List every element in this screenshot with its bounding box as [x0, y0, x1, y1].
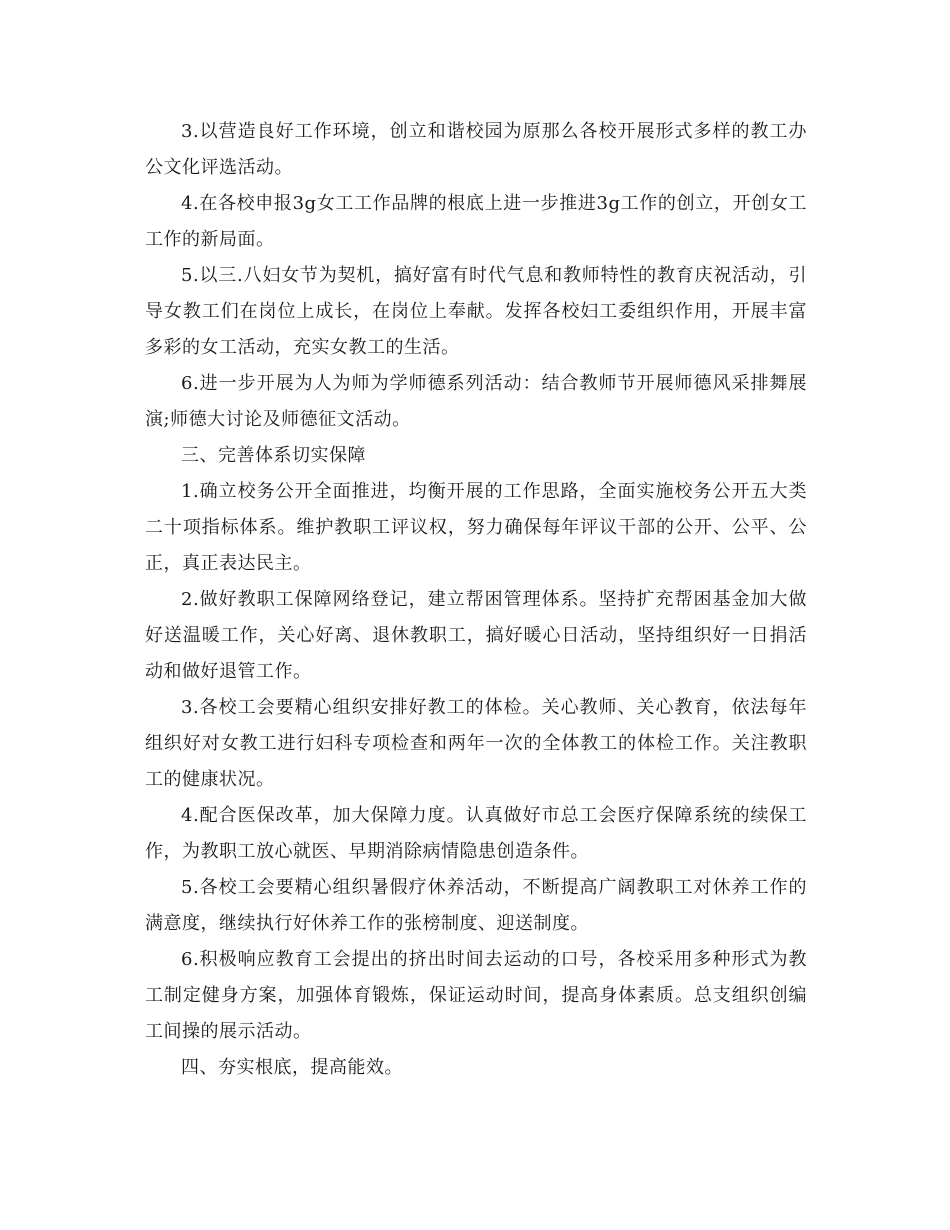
paragraph-item-6-fitness: 6.积极响应教育工会提出的挤出时间去运动的口号，各校采用多种形式为教工制定健身方案，加强体育锻炼，保证运动时间，提高身体素质。总支组织创编工间操的展示活动。	[145, 949, 807, 1042]
paragraph-item-4-3g-brand: 4.在各校申报3g女工工作品牌的根底上进一步推进3g工作的创立，开创女工工作的新局面。	[145, 193, 807, 250]
section-heading-4: 四、夯实根底，提高能效。	[181, 1057, 403, 1078]
paragraph-item-6-teacher-ethics: 6.进一步开展为人为师为学师德系列活动：结合教师节开展师德风采排舞展演;师德大讨论及师德征文活动。	[145, 373, 807, 430]
paragraph-item-3-health-check: 3.各校工会要精心组织安排好教工的体检。关心教师、关心教育，依法每年组织好对女教工进行妇科专项检查和两年一次的全体教工的体检工作。关注教职工的健康状况。	[145, 697, 807, 790]
paragraph-item-2-support-network: 2.做好教职工保障网络登记，建立帮困管理体系。坚持扩充帮困基金加大做好送温暖工作，关心好离、退休教职工，搞好暖心日活动，坚持组织好一日捐活动和做好退管工作。	[145, 589, 807, 682]
paragraph-item-1-school-affairs: 1.确立校务公开全面推进，均衡开展的工作思路，全面实施校务公开五大类二十项指标体系。维护教职工评议权，努力确保每年评议干部的公开、公平、公正，真正表达民主。	[145, 481, 807, 574]
section-heading-3: 三、完善体系切实保障	[181, 445, 366, 466]
paragraph-item-3-office-culture: 3.以营造良好工作环境，创立和谐校园为原那么各校开展形式多样的教工办公文化评选活动。	[145, 121, 807, 178]
document-body	[145, 114, 807, 1086]
paragraph-item-5-womens-day: 5.以三.八妇女节为契机，搞好富有时代气息和教师特性的教育庆祝活动，引导女教工们在岗位上成长，在岗位上奉献。发挥各校妇工委组织作用，开展丰富多彩的女工活动，充实女教工的生活。	[145, 265, 807, 358]
paragraph-item-4-medical-insurance: 4.配合医保改革，加大保障力度。认真做好市总工会医疗保障系统的续保工作，为教职工放心就医、早期消除病情隐患创造条件。	[145, 805, 807, 862]
paragraph-item-5-recuperation: 5.各校工会要精心组织暑假疗休养活动，不断提高广阔教职工对休养工作的满意度，继续执行好休养工作的张榜制度、迎送制度。	[145, 877, 807, 934]
